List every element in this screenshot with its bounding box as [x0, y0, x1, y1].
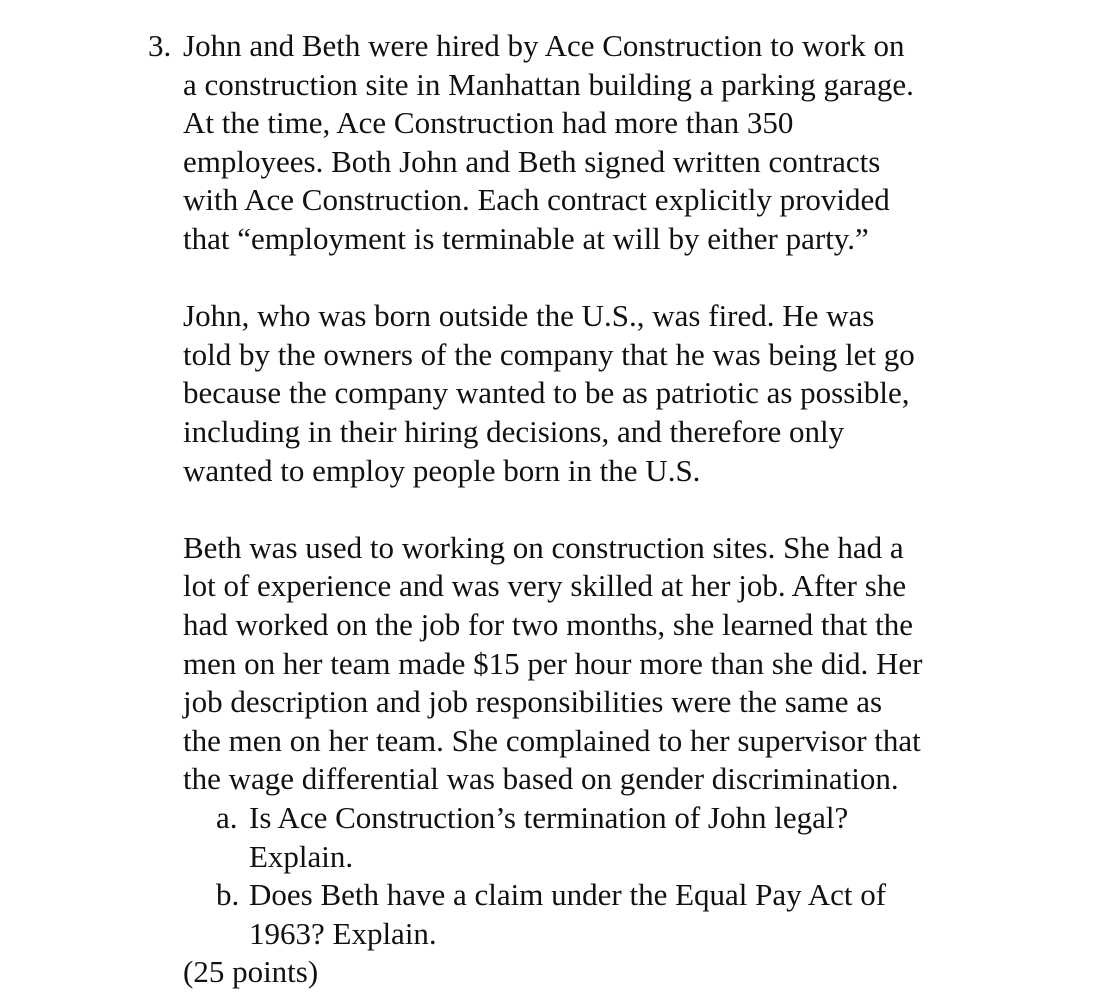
paragraph-line: wanted to employ people born in the U.S.: [183, 452, 701, 488]
paragraph-line: a construction site in Manhattan building a parking garage.: [183, 66, 914, 102]
sub-question-line: Is Ace Construction’s termination of John legal?: [249, 800, 849, 835]
paragraph-line: men on her team made $15 per hour more than she did. Her: [183, 645, 923, 681]
sub-question-line: Explain.: [249, 838, 354, 874]
paragraph-line: including in their hiring decisions, and therefore only: [183, 414, 845, 449]
paragraph-line: John and Beth were hired by Ace Construction to work on: [183, 28, 905, 63]
paragraph-line: because the company wanted to be as patriotic as possible,: [183, 375, 910, 411]
sub-question-line: Does Beth have a claim under the Equal Pay Act of: [249, 877, 887, 913]
paragraph-line: that “employment is terminable at will by either party.”: [183, 221, 869, 256]
question-number: 3.: [148, 28, 172, 63]
sub-question-letter: a.: [216, 800, 238, 835]
paragraph-line: told by the owners of the company that he was being let go: [183, 336, 915, 372]
sub-question-line: 1963? Explain.: [249, 915, 437, 951]
paragraph-line: John, who was born outside the U.S., was fired. He was: [183, 298, 875, 334]
paragraph-line: with Ace Construction. Each contract explicitly provided: [183, 182, 890, 218]
paragraph-line: At the time, Ace Construction had more than 350: [183, 105, 794, 141]
paragraph-line: lot of experience and was very skilled at her job. After she: [183, 568, 907, 604]
paragraph-line: the wage differential was based on gender discrimination.: [183, 761, 899, 797]
sub-question-letter: b.: [216, 877, 240, 913]
paragraph-line: job description and job responsibilities were the same as: [183, 684, 883, 720]
paragraph-line: Beth was used to working on construction sites. She had a: [183, 529, 904, 565]
paragraph-line: had worked on the job for two months, she learned that the: [183, 607, 914, 642]
paragraph-line: the men on her team. She complained to her supervisor that: [183, 722, 921, 758]
paragraph-line: employees. Both John and Beth signed written contracts: [183, 143, 881, 179]
points-note: (25 points): [183, 954, 319, 990]
